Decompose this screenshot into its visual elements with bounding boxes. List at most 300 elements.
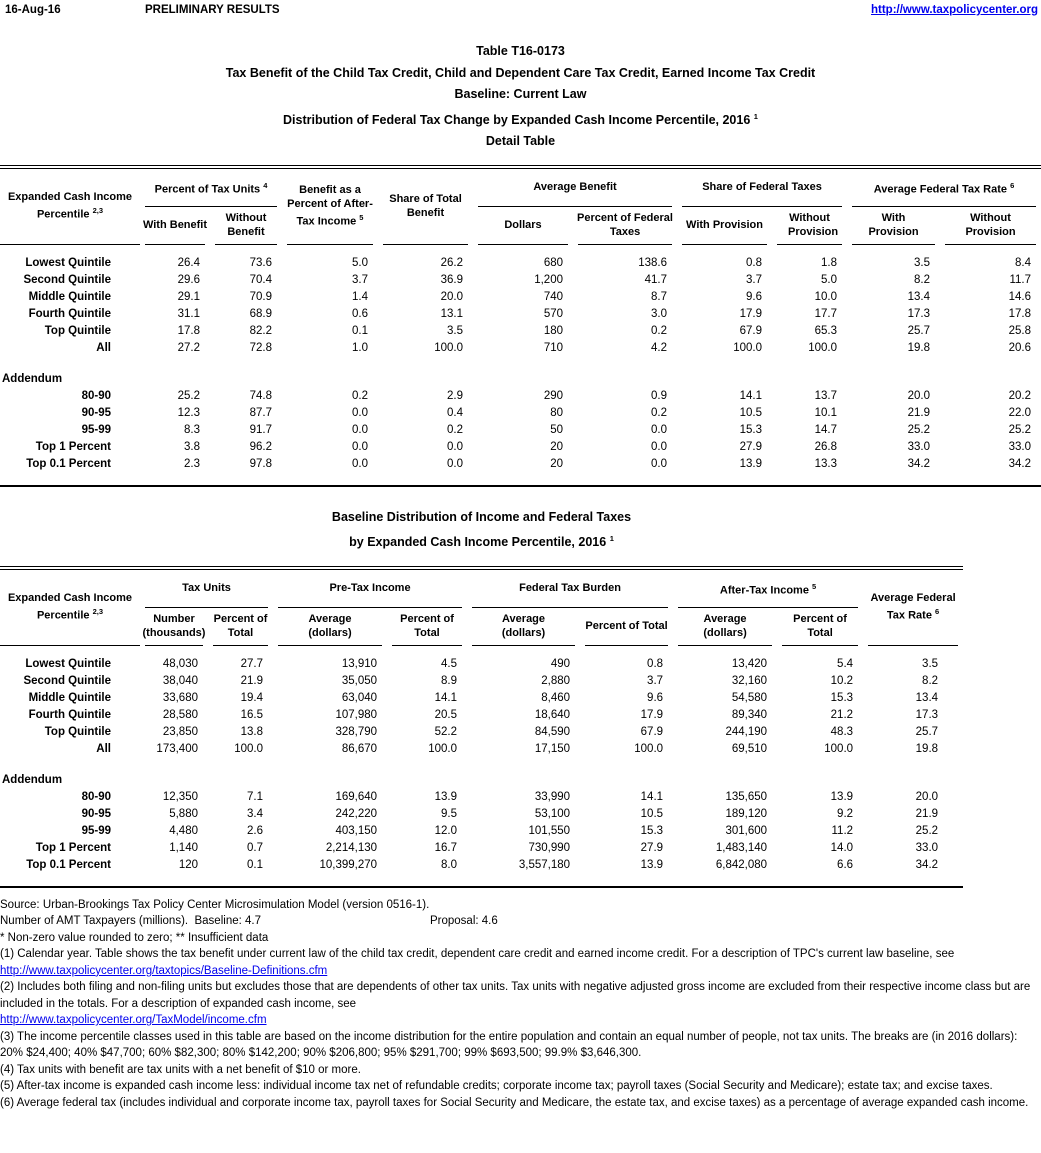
cell: 0.2 bbox=[651, 407, 667, 420]
cell: 13.4 bbox=[915, 692, 939, 705]
table-row bbox=[0, 439, 1041, 456]
cell: 13.8 bbox=[240, 726, 264, 739]
cell: 96.2 bbox=[249, 441, 272, 454]
addendum-label: Addendum bbox=[2, 774, 63, 787]
column-header-average-dollars-pretax: Average (dollars) bbox=[273, 608, 387, 646]
group-header-average-federal-tax-rate bbox=[847, 167, 1041, 207]
cell: 19.8 bbox=[915, 743, 939, 756]
footnote-ref-6: 6 bbox=[1010, 180, 1015, 190]
cell: 82.2 bbox=[249, 325, 272, 338]
cell: 301,600 bbox=[725, 825, 768, 838]
addendum-row bbox=[0, 371, 1041, 388]
cell: 17,150 bbox=[534, 743, 571, 756]
row-label: 80-90 bbox=[81, 791, 111, 804]
spacer bbox=[0, 646, 963, 656]
cell: 120 bbox=[178, 859, 198, 872]
cell: 63,040 bbox=[341, 692, 378, 705]
cell: 72.8 bbox=[249, 342, 272, 355]
column-header-with-benefit: With Benefit bbox=[140, 207, 210, 245]
table-row bbox=[0, 405, 1041, 422]
row-label: All bbox=[96, 342, 111, 355]
cell: 10,399,270 bbox=[319, 859, 378, 872]
cell: 14.6 bbox=[1008, 291, 1031, 304]
spacer bbox=[0, 874, 963, 887]
cell: 87.7 bbox=[249, 407, 272, 420]
group-header-tax-units: Tax Units bbox=[140, 568, 273, 608]
header-label: Expanded Cash Income Percentile bbox=[7, 591, 133, 623]
cell: 97.8 bbox=[249, 458, 272, 471]
row-label: Middle Quintile bbox=[28, 692, 111, 705]
baseline-definitions-link[interactable]: http://www.taxpolicycenter.org/taxtopics/Baseline-Definitions.cfm bbox=[0, 964, 328, 977]
cell: 8.7 bbox=[651, 291, 667, 304]
cell: 680 bbox=[543, 257, 563, 270]
cell: 11.7 bbox=[1009, 274, 1031, 287]
cell: 69,510 bbox=[731, 743, 768, 756]
baseline-title-block bbox=[0, 507, 963, 554]
cell: 328,790 bbox=[335, 726, 378, 739]
column-header-percent-of-total-aftertax: Percent of Total bbox=[777, 608, 863, 646]
cell: 3.7 bbox=[746, 274, 762, 287]
cell: 34.2 bbox=[915, 859, 939, 872]
cell: 53,100 bbox=[534, 808, 571, 821]
cell: 13,910 bbox=[341, 658, 378, 671]
spacer-row bbox=[0, 245, 1041, 255]
cell: 1.4 bbox=[352, 291, 368, 304]
cell: 5.0 bbox=[352, 257, 368, 270]
row-label: Fourth Quintile bbox=[28, 709, 111, 722]
cell: 17.8 bbox=[177, 325, 200, 338]
cell: 1,483,140 bbox=[715, 842, 768, 855]
cell: 0.0 bbox=[352, 458, 368, 471]
cell: 100.0 bbox=[824, 743, 854, 756]
footnote-1-link-line bbox=[0, 963, 1041, 980]
cell: 35,050 bbox=[341, 675, 378, 688]
cell: 22.0 bbox=[1008, 407, 1031, 420]
cell: 34.2 bbox=[1008, 458, 1031, 471]
cell: 29.6 bbox=[177, 274, 200, 287]
cell: 34.2 bbox=[907, 458, 930, 471]
footnote-6: (6) Average federal tax (includes individual and corporate income tax, payroll taxes for Social Security and Medicare, the estate tax, and excise taxes) as a percentage of average expanded cash income. bbox=[0, 1096, 1029, 1109]
cell: 9.6 bbox=[746, 291, 762, 304]
cell: 100.0 bbox=[428, 743, 458, 756]
cell: 28,580 bbox=[162, 709, 198, 722]
cell: 8.4 bbox=[1015, 257, 1031, 270]
cell: 290 bbox=[543, 390, 563, 403]
cell: 730,990 bbox=[528, 842, 571, 855]
amt-proposal-value: Proposal: 4.6 bbox=[430, 915, 498, 928]
column-header-percent-of-federal-taxes: Percent of Federal Taxes bbox=[573, 207, 677, 245]
cell: 189,120 bbox=[725, 808, 768, 821]
cell: 0.0 bbox=[651, 441, 667, 454]
row-label: Top Quintile bbox=[44, 726, 111, 739]
table-row bbox=[0, 388, 1041, 405]
cell: 0.0 bbox=[352, 407, 368, 420]
cell: 101,550 bbox=[528, 825, 571, 838]
cell: 0.0 bbox=[352, 441, 368, 454]
row-label: Middle Quintile bbox=[28, 291, 111, 304]
cell: 15.3 bbox=[640, 825, 664, 838]
cell: 14.1 bbox=[739, 390, 762, 403]
cell: 21.2 bbox=[830, 709, 854, 722]
distribution-title bbox=[0, 106, 1041, 132]
cell: 91.7 bbox=[249, 424, 272, 437]
header-label: Expanded Cash Income Percentile bbox=[7, 190, 133, 221]
cell: 740 bbox=[543, 291, 563, 304]
table-row bbox=[0, 806, 963, 823]
header-label: Average Federal Tax Rate bbox=[870, 591, 956, 623]
footnote-ref-1: 1 bbox=[753, 111, 758, 121]
cell: 2,214,130 bbox=[325, 842, 378, 855]
cell: 0.9 bbox=[651, 390, 667, 403]
header-label: After-Tax Income bbox=[719, 584, 809, 597]
cell: 50 bbox=[550, 424, 563, 437]
cell: 0.7 bbox=[247, 842, 264, 855]
cell: 1.0 bbox=[352, 342, 368, 355]
table-row bbox=[0, 840, 963, 857]
cell: 33,680 bbox=[162, 692, 198, 705]
cell: 23,850 bbox=[162, 726, 198, 739]
cell: 4,480 bbox=[169, 825, 198, 838]
column-header-benefit-pct-after-tax-income bbox=[282, 167, 378, 245]
header-label: Average Federal Tax Rate bbox=[873, 183, 1008, 196]
cell: 169,640 bbox=[335, 791, 378, 804]
table-row bbox=[0, 306, 1041, 323]
cell: 20.2 bbox=[1008, 390, 1031, 403]
cell: 13.1 bbox=[440, 308, 463, 321]
row-label: 95-99 bbox=[81, 424, 111, 437]
symbols-note: * Non-zero value rounded to zero; ** Insufficient data bbox=[0, 931, 269, 944]
table-row bbox=[0, 656, 963, 673]
cell: 15.3 bbox=[739, 424, 762, 437]
footnote-ref-5: 5 bbox=[812, 581, 817, 591]
baseline-title: Baseline: Current Law bbox=[454, 87, 587, 101]
cell: 100.0 bbox=[634, 743, 664, 756]
cell: 27.9 bbox=[739, 441, 762, 454]
cell: 5.0 bbox=[821, 274, 837, 287]
row-label: 95-99 bbox=[81, 825, 111, 838]
row-label: Top 0.1 Percent bbox=[26, 859, 111, 872]
spacer-row bbox=[0, 357, 1041, 371]
cell: 48,030 bbox=[162, 658, 198, 671]
cell: 3.8 bbox=[184, 441, 200, 454]
cell: 19.8 bbox=[907, 342, 930, 355]
row-label: Lowest Quintile bbox=[25, 257, 111, 270]
cell: 13.9 bbox=[434, 791, 458, 804]
spacer bbox=[0, 245, 1041, 255]
cell: 242,220 bbox=[335, 808, 378, 821]
cell: 8,460 bbox=[541, 692, 571, 705]
cell: 15.3 bbox=[830, 692, 854, 705]
table-row bbox=[0, 323, 1041, 340]
cell: 21.9 bbox=[240, 675, 264, 688]
cell: 10.1 bbox=[814, 407, 837, 420]
spacer-row bbox=[0, 646, 963, 656]
preliminary-results-label: PRELIMINARY RESULTS bbox=[145, 4, 280, 16]
row-label: Top 1 Percent bbox=[35, 441, 111, 454]
cell: 0.2 bbox=[447, 424, 463, 437]
cell: 70.9 bbox=[249, 291, 272, 304]
cell: 11.2 bbox=[831, 825, 854, 838]
column-header-percent-of-total-burden: Percent of Total bbox=[580, 608, 673, 646]
cell: 3.4 bbox=[247, 808, 264, 821]
cell: 54,580 bbox=[731, 692, 768, 705]
cell: 13.7 bbox=[814, 390, 837, 403]
cell: 7.1 bbox=[247, 791, 264, 804]
cell: 9.6 bbox=[647, 692, 664, 705]
cell: 17.9 bbox=[739, 308, 762, 321]
footnote-1: (1) Calendar year. Table shows the tax benefit under current law of the child tax credit, dependent care credit and earned income credit. For a description of TPC's current law baseline, see bbox=[0, 948, 955, 961]
cell: 33.0 bbox=[907, 441, 930, 454]
cell: 9.2 bbox=[837, 808, 854, 821]
table-row bbox=[0, 272, 1041, 289]
cell: 173,400 bbox=[156, 743, 198, 756]
cell: 0.2 bbox=[352, 390, 368, 403]
cell: 70.4 bbox=[249, 274, 272, 287]
column-header-without-provision-rate: Without Provision bbox=[940, 207, 1041, 245]
cell: 10.5 bbox=[640, 808, 664, 821]
footnote-2-link-line bbox=[0, 1012, 1041, 1029]
row-label: Fourth Quintile bbox=[28, 308, 111, 321]
column-header-percent-of-total-units: Percent of Total bbox=[208, 608, 273, 646]
footnote-ref-23: 2,3 bbox=[92, 206, 104, 216]
cell: 5.4 bbox=[837, 658, 854, 671]
cell: 2.9 bbox=[447, 390, 463, 403]
cell: 1.8 bbox=[821, 257, 837, 270]
cell: 0.4 bbox=[447, 407, 463, 420]
group-header-pretax-income: Pre-Tax Income bbox=[273, 568, 467, 608]
spacer bbox=[0, 357, 1041, 371]
table-row bbox=[0, 707, 963, 724]
report-date: 16-Aug-16 bbox=[5, 4, 61, 16]
cell: 8.2 bbox=[914, 274, 930, 287]
cell: 100.0 bbox=[234, 743, 264, 756]
row-label: 90-95 bbox=[81, 407, 111, 420]
table-number-title: Table T16-0173 bbox=[476, 44, 565, 58]
cell: 100.0 bbox=[434, 342, 463, 355]
cell: 0.8 bbox=[647, 658, 664, 671]
column-header-number-thousands: Number (thousands) bbox=[140, 608, 208, 646]
table-row bbox=[0, 456, 1041, 473]
group-header-share-of-federal-taxes: Share of Federal Taxes bbox=[677, 167, 847, 207]
cell: 8.9 bbox=[441, 675, 458, 688]
footnote-ref-1: 1 bbox=[609, 534, 614, 544]
footnote-3: (3) The income percentile classes used in this table are based on the income distribution for the entire population and contain an equal number of people, not tax units. The breaks are (in 2016 dollars): 20% $24,400; 40% $47,700; 60% $82,300; 80% $142,200; 90% $206,800; 95% $291,700; 99% $693,500; 99.9% $3,646,300. bbox=[0, 1030, 1018, 1060]
cell: 1,200 bbox=[534, 274, 563, 287]
cell: 12.3 bbox=[177, 407, 200, 420]
cell: 3.0 bbox=[651, 308, 667, 321]
cell: 0.0 bbox=[651, 458, 667, 471]
income-definition-link[interactable]: http://www.taxpolicycenter.org/TaxModel/income.cfm bbox=[0, 1014, 267, 1027]
row-label: Top 1 Percent bbox=[35, 842, 111, 855]
row-label: All bbox=[96, 743, 111, 756]
detail-table-title: Detail Table bbox=[485, 134, 556, 149]
cell: 38,040 bbox=[162, 675, 198, 688]
cell: 4.2 bbox=[651, 342, 667, 355]
cell: 3.7 bbox=[647, 675, 664, 688]
group-header-average-benefit: Average Benefit bbox=[473, 167, 677, 207]
cell: 10.5 bbox=[739, 407, 762, 420]
cell: 25.2 bbox=[177, 390, 200, 403]
table-row bbox=[0, 422, 1041, 439]
cell: 25.2 bbox=[1008, 424, 1031, 437]
cell: 67.9 bbox=[640, 726, 664, 739]
cell: 26.2 bbox=[440, 257, 463, 270]
cell: 65.3 bbox=[814, 325, 837, 338]
cell: 32,160 bbox=[731, 675, 768, 688]
cell: 6.6 bbox=[837, 859, 854, 872]
cell: 3.5 bbox=[447, 325, 463, 338]
cell: 3.5 bbox=[914, 257, 930, 270]
cell: 20.6 bbox=[1008, 342, 1031, 355]
cell: 18,640 bbox=[534, 709, 571, 722]
cell: 21.9 bbox=[907, 407, 930, 420]
amt-baseline-value: Number of AMT Taxpayers (millions). Baseline: 4.7 bbox=[0, 915, 261, 928]
cell: 0.0 bbox=[651, 424, 667, 437]
cell: 3.5 bbox=[922, 658, 939, 671]
cell: 33,990 bbox=[534, 791, 571, 804]
table-row bbox=[0, 289, 1041, 306]
cell: 135,650 bbox=[725, 791, 768, 804]
footnotes bbox=[0, 897, 1041, 1112]
baseline-distribution-subtitle bbox=[0, 528, 963, 554]
row-label: Second Quintile bbox=[23, 274, 111, 287]
cell: 41.7 bbox=[644, 274, 667, 287]
footnote-ref-5: 5 bbox=[359, 213, 364, 223]
cell: 138.6 bbox=[638, 257, 667, 270]
cell: 0.0 bbox=[352, 424, 368, 437]
cell: 84,590 bbox=[534, 726, 571, 739]
cell: 21.9 bbox=[915, 808, 939, 821]
cell: 20.0 bbox=[440, 291, 463, 304]
cell: 12.0 bbox=[434, 825, 458, 838]
cell: 2.6 bbox=[247, 825, 264, 838]
baseline-distribution-title: Baseline Distribution of Income and Federal Taxes bbox=[331, 509, 632, 524]
cell: 8.3 bbox=[184, 424, 200, 437]
cell: 25.8 bbox=[1008, 325, 1031, 338]
cell: 89,340 bbox=[731, 709, 768, 722]
cell: 180 bbox=[543, 325, 563, 338]
table-row bbox=[0, 724, 963, 741]
column-header-average-dollars-aftertax: Average (dollars) bbox=[673, 608, 777, 646]
distribution-title-text: Distribution of Federal Tax Change by Expanded Cash Income Percentile, 2016 bbox=[283, 112, 751, 127]
cell: 17.7 bbox=[814, 308, 837, 321]
column-header-with-provision-share: With Provision bbox=[677, 207, 772, 245]
cell: 13.9 bbox=[640, 859, 664, 872]
cell: 6,842,080 bbox=[715, 859, 768, 872]
cell: 100.0 bbox=[808, 342, 837, 355]
footnote-5: (5) After-tax income is expanded cash income less: individual income tax net of refundable credits; corporate income tax; payroll taxes (Social Security and Medicare); estate tax; and excise taxes. bbox=[0, 1080, 993, 1093]
cell: 20.0 bbox=[915, 791, 939, 804]
table-subject-title: Tax Benefit of the Child Tax Credit, Child and Dependent Care Tax Credit, Earned Income Tax Credit bbox=[225, 65, 816, 80]
baseline-table bbox=[0, 566, 963, 888]
cell: 17.8 bbox=[1008, 308, 1031, 321]
cell: 68.9 bbox=[249, 308, 272, 321]
cell: 25.2 bbox=[915, 825, 939, 838]
row-label: 80-90 bbox=[81, 390, 111, 403]
baseline-subtitle-text: by Expanded Cash Income Percentile, 2016 bbox=[349, 535, 607, 550]
cell: 20.0 bbox=[907, 390, 930, 403]
taxpolicycenter-link[interactable]: http://www.taxpolicycenter.org bbox=[871, 4, 1038, 16]
column-header-without-provision-share: Without Provision bbox=[772, 207, 847, 245]
cell: 52.2 bbox=[434, 726, 458, 739]
cell: 86,670 bbox=[341, 743, 378, 756]
cell: 26.8 bbox=[814, 441, 837, 454]
header-label: Percent of Tax Units bbox=[154, 183, 261, 196]
column-header-average-federal-tax-rate bbox=[863, 568, 963, 646]
spacer bbox=[0, 758, 963, 772]
detail-table bbox=[0, 165, 1041, 487]
cell: 12,350 bbox=[162, 791, 198, 804]
cell: 0.0 bbox=[447, 441, 463, 454]
column-header-percent-of-total-pretax: Percent of Total bbox=[387, 608, 467, 646]
cell: 26.4 bbox=[177, 257, 200, 270]
group-header-percent-of-tax-units bbox=[140, 167, 282, 207]
cell: 710 bbox=[543, 342, 563, 355]
cell: 10.0 bbox=[814, 291, 837, 304]
spacer-row bbox=[0, 473, 1041, 486]
cell: 13,420 bbox=[731, 658, 768, 671]
cell: 4.5 bbox=[441, 658, 458, 671]
row-label: Top Quintile bbox=[44, 325, 111, 338]
footnote-ref-4: 4 bbox=[263, 180, 268, 190]
cell: 31.1 bbox=[177, 308, 200, 321]
cell: 27.7 bbox=[240, 658, 264, 671]
addendum-row bbox=[0, 772, 963, 789]
footnote-ref-23: 2,3 bbox=[92, 607, 104, 617]
cell: 1,140 bbox=[169, 842, 198, 855]
cell: 490 bbox=[550, 658, 571, 671]
cell: 48.3 bbox=[830, 726, 854, 739]
cell: 67.9 bbox=[739, 325, 762, 338]
column-header-without-benefit: Without Benefit bbox=[210, 207, 282, 245]
cell: 14.0 bbox=[830, 842, 854, 855]
cell: 20 bbox=[550, 441, 563, 454]
cell: 0.6 bbox=[352, 308, 368, 321]
cell: 0.8 bbox=[746, 257, 762, 270]
row-label: Lowest Quintile bbox=[25, 658, 111, 671]
footnote-2: (2) Includes both filing and non-filing units but excludes those that are dependents of other tax units. Tax units with negative adjusted gross income are excluded from their respective income class but are included in the totals. For a description of expanded cash income, see bbox=[0, 981, 1031, 1010]
table-row bbox=[0, 690, 963, 707]
cell: 20 bbox=[550, 458, 563, 471]
subheader-row bbox=[0, 608, 963, 646]
cell: 17.9 bbox=[640, 709, 664, 722]
cell: 3,557,180 bbox=[518, 859, 571, 872]
column-header-percentile bbox=[0, 568, 140, 646]
cell: 27.2 bbox=[177, 342, 200, 355]
cell: 17.3 bbox=[907, 308, 930, 321]
cell: 8.2 bbox=[922, 675, 939, 688]
page-header bbox=[0, 0, 1041, 26]
cell: 33.0 bbox=[915, 842, 939, 855]
title-block bbox=[0, 41, 1041, 153]
column-header-percentile bbox=[0, 167, 140, 245]
cell: 16.7 bbox=[434, 842, 458, 855]
row-label: Top 0.1 Percent bbox=[26, 458, 111, 471]
table-row bbox=[0, 340, 1041, 357]
header-row bbox=[0, 167, 1041, 207]
cell: 73.6 bbox=[249, 257, 272, 270]
cell: 13.9 bbox=[739, 458, 762, 471]
header-label: Benefit as a Percent of After-Tax Income bbox=[287, 184, 373, 228]
spacer bbox=[0, 473, 1041, 486]
table-row bbox=[0, 857, 963, 874]
column-header-average-dollars-burden: Average (dollars) bbox=[467, 608, 580, 646]
table-row bbox=[0, 741, 963, 758]
table-row bbox=[0, 789, 963, 806]
cell: 3.7 bbox=[352, 274, 368, 287]
detail-table-body bbox=[0, 245, 1041, 486]
cell: 9.5 bbox=[441, 808, 458, 821]
